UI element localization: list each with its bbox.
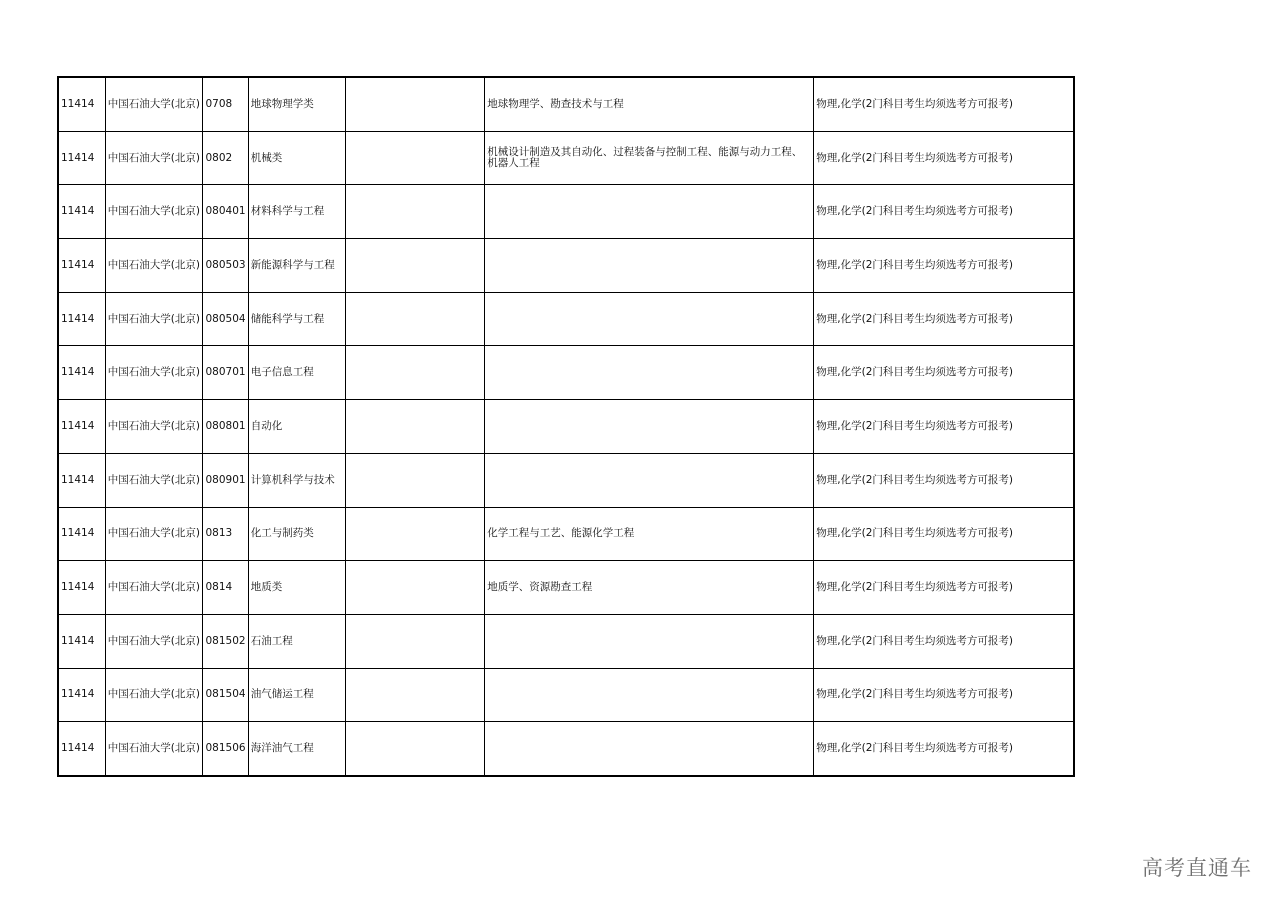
table-row [58,561,1074,615]
subject-requirement-cell: 物理,化学(2门科目考生均须选考方可报考) [814,400,1074,454]
school-code-cell: 11414 [58,185,105,239]
remark-cell [346,614,485,668]
remark-cell [346,77,485,131]
table-row [58,722,1074,776]
school-code-cell: 11414 [58,292,105,346]
subject-requirement-cell: 物理,化学(2门科目考生均须选考方可报考) [814,346,1074,400]
subject-requirement-cell: 物理,化学(2门科目考生均须选考方可报考) [814,185,1074,239]
subject-requirement-cell: 物理,化学(2门科目考生均须选考方可报考) [814,77,1074,131]
table-row [58,77,1074,131]
major-requirements-table [57,76,1075,777]
major-code-cell: 0813 [203,507,248,561]
school-name-cell: 中国石油大学(北京) [105,668,203,722]
remark-cell [346,722,485,776]
table-row [58,185,1074,239]
major-code-cell: 081502 [203,614,248,668]
school-name-cell: 中国石油大学(北京) [105,185,203,239]
school-name-cell: 中国石油大学(北京) [105,292,203,346]
included-majors-cell [485,453,814,507]
remark-cell [346,346,485,400]
subject-requirement-cell: 物理,化学(2门科目考生均须选考方可报考) [814,131,1074,185]
major-code-cell: 081506 [203,722,248,776]
included-majors-cell [485,614,814,668]
school-name-cell: 中国石油大学(北京) [105,77,203,131]
subject-requirement-cell: 物理,化学(2门科目考生均须选考方可报考) [814,239,1074,293]
school-code-cell: 11414 [58,561,105,615]
school-name-cell: 中国石油大学(北京) [105,346,203,400]
table-row [58,239,1074,293]
major-name-cell: 储能科学与工程 [248,292,346,346]
major-name-cell: 机械类 [248,131,346,185]
included-majors-cell [485,400,814,454]
school-code-cell: 11414 [58,77,105,131]
table-row [58,292,1074,346]
school-code-cell: 11414 [58,722,105,776]
major-name-cell: 石油工程 [248,614,346,668]
major-name-cell: 地质类 [248,561,346,615]
school-name-cell: 中国石油大学(北京) [105,400,203,454]
major-code-cell: 081504 [203,668,248,722]
included-majors-cell: 地球物理学、勘查技术与工程 [485,77,814,131]
subject-requirement-cell: 物理,化学(2门科目考生均须选考方可报考) [814,292,1074,346]
school-name-cell: 中国石油大学(北京) [105,453,203,507]
watermark-text: 高考直通车 [1142,856,1252,880]
subject-requirement-cell: 物理,化学(2门科目考生均须选考方可报考) [814,507,1074,561]
table-row [58,131,1074,185]
school-name-cell: 中国石油大学(北京) [105,614,203,668]
remark-cell [346,292,485,346]
included-majors-cell: 地质学、资源勘查工程 [485,561,814,615]
school-name-cell: 中国石油大学(北京) [105,507,203,561]
major-code-cell: 080401 [203,185,248,239]
school-code-cell: 11414 [58,400,105,454]
school-name-cell: 中国石油大学(北京) [105,131,203,185]
major-code-cell: 0814 [203,561,248,615]
remark-cell [346,453,485,507]
major-code-cell: 0708 [203,77,248,131]
school-code-cell: 11414 [58,346,105,400]
major-name-cell: 电子信息工程 [248,346,346,400]
major-name-cell: 油气储运工程 [248,668,346,722]
major-code-cell: 080504 [203,292,248,346]
included-majors-cell: 机械设计制造及其自动化、过程装备与控制工程、能源与动力工程、机器人工程 [485,131,814,185]
major-name-cell: 化工与制药类 [248,507,346,561]
table-row [58,400,1074,454]
included-majors-cell [485,346,814,400]
school-name-cell: 中国石油大学(北京) [105,561,203,615]
table-row [58,614,1074,668]
remark-cell [346,507,485,561]
subject-requirement-cell: 物理,化学(2门科目考生均须选考方可报考) [814,614,1074,668]
remark-cell [346,185,485,239]
school-code-cell: 11414 [58,239,105,293]
subject-requirement-cell: 物理,化学(2门科目考生均须选考方可报考) [814,722,1074,776]
included-majors-cell [485,239,814,293]
remark-cell [346,400,485,454]
school-code-cell: 11414 [58,507,105,561]
major-code-cell: 0802 [203,131,248,185]
major-name-cell: 地球物理学类 [248,77,346,131]
included-majors-cell [485,722,814,776]
school-name-cell: 中国石油大学(北京) [105,722,203,776]
remark-cell [346,561,485,615]
major-code-cell: 080503 [203,239,248,293]
included-majors-cell: 化学工程与工艺、能源化学工程 [485,507,814,561]
subject-requirement-cell: 物理,化学(2门科目考生均须选考方可报考) [814,453,1074,507]
included-majors-cell [485,292,814,346]
major-name-cell: 计算机科学与技术 [248,453,346,507]
subject-requirement-cell: 物理,化学(2门科目考生均须选考方可报考) [814,668,1074,722]
major-code-cell: 080901 [203,453,248,507]
table-row [58,453,1074,507]
remark-cell [346,668,485,722]
major-name-cell: 新能源科学与工程 [248,239,346,293]
school-code-cell: 11414 [58,453,105,507]
included-majors-cell [485,668,814,722]
table-row [58,668,1074,722]
major-name-cell: 材料科学与工程 [248,185,346,239]
school-code-cell: 11414 [58,131,105,185]
school-code-cell: 11414 [58,614,105,668]
table-row [58,346,1074,400]
major-name-cell: 自动化 [248,400,346,454]
table-row [58,507,1074,561]
included-majors-cell [485,185,814,239]
subject-requirement-cell: 物理,化学(2门科目考生均须选考方可报考) [814,561,1074,615]
major-code-cell: 080801 [203,400,248,454]
remark-cell [346,131,485,185]
school-name-cell: 中国石油大学(北京) [105,239,203,293]
major-name-cell: 海洋油气工程 [248,722,346,776]
school-code-cell: 11414 [58,668,105,722]
remark-cell [346,239,485,293]
major-code-cell: 080701 [203,346,248,400]
